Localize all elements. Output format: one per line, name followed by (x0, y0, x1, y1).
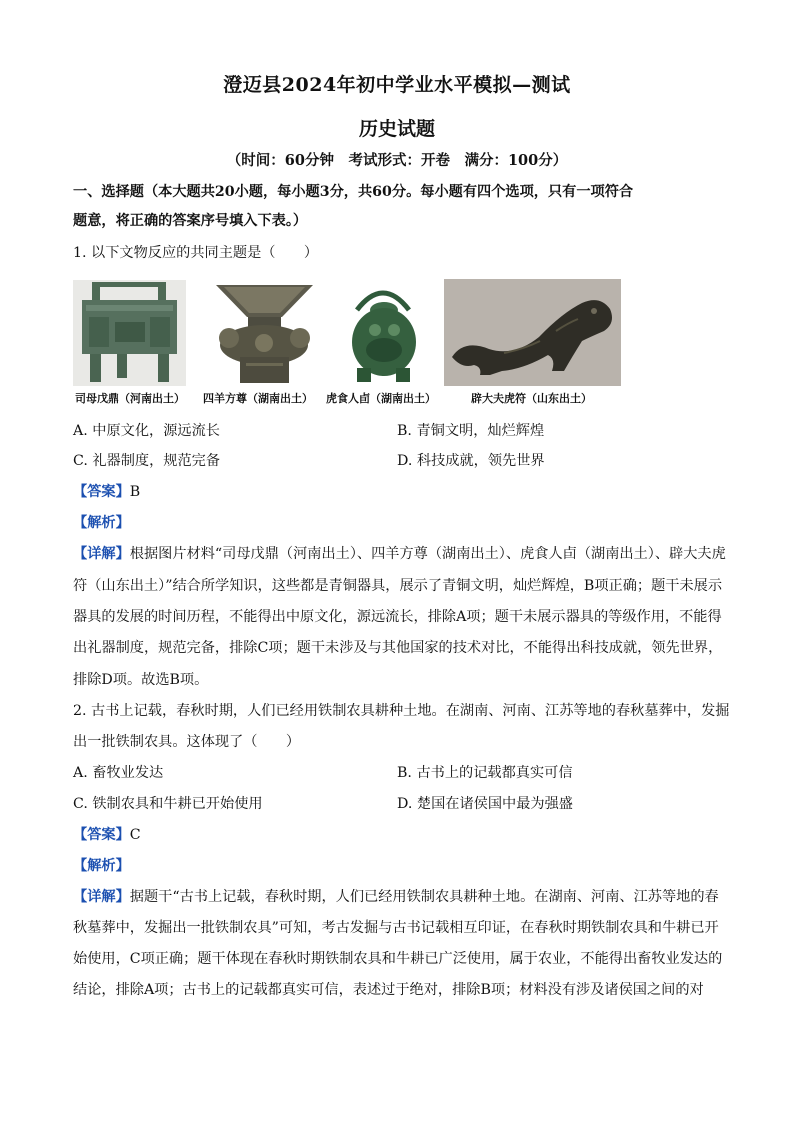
q1-detail-text: 根据图片材料“司母戊鼎（河南出土）、四羊方尊（湖南出土）、虎食人卣（湖南出土）、辟大夫虎 (129, 546, 726, 562)
you-vessel-icon (337, 280, 430, 386)
exam-title: 澄迈县2024年初中学业水平模拟—测试 (223, 74, 571, 96)
q1-option-d: D. 科技成就，领先世界 (397, 453, 545, 469)
q2-option-b: B. 古书上的记载都真实可信 (397, 765, 573, 781)
ding-icon (73, 280, 186, 386)
q2-detail-line-4: 结论，排除A项；古书上的记载都真实可信，表述过于绝对，排除B项；材料没有涉及诸侯国之间的对 (73, 982, 704, 998)
caption-ding: 司母戊鼎（河南出土） (75, 392, 185, 405)
q2-stem-line-1: 2. 古书上记载，春秋时期，人们已经用铁制农具耕种土地。在湖南、河南、江苏等地的春秋墓葬中，发掘 (73, 703, 730, 719)
q2-option-c: C. 铁制农具和牛耕已开始使用 (73, 796, 263, 812)
section-heading-line1: 一、选择题（本大题共20小题，每小题3分，共60分。每小题有四个选项，只有一项符合 (73, 184, 634, 200)
artifact-ding-image (73, 280, 186, 386)
q1-detail-line-5: 排除D项。故选B项。 (73, 672, 209, 688)
q1-detail-line-2: 符（山东出土）”结合所学知识，这些都是青铜器具，展示了青铜文明，灿烂辉煌，B项正确；题干未展示 (73, 578, 723, 594)
tiger-tally-icon (444, 279, 621, 386)
q1-option-a: A. 中原文化，源远流长 (73, 423, 220, 439)
artifact-you-image (337, 280, 430, 386)
q2-answer-line (73, 825, 723, 845)
q2-option-d: D. 楚国在诸侯国中最为强盛 (397, 796, 573, 812)
q2-detail-text: 据题干“古书上记载，春秋时期，人们已经用铁制农具耕种土地。在湖南、河南、江苏等地的春 (129, 889, 719, 905)
artifact-zun-image (212, 283, 317, 386)
q1-answer-label: 【答案】 (73, 484, 130, 500)
zun-icon (212, 283, 317, 386)
q1-option-c: C. 礼器制度，规范完备 (73, 453, 221, 469)
q1-detail-line-1 (73, 544, 726, 564)
q1-detail-label: 【详解】 (73, 546, 130, 562)
q1-answer-line (73, 482, 723, 502)
q2-analysis-line (73, 856, 723, 876)
q2-detail-line-2: 秋墓葬中，发掘出一批铁制农具”可知，考古发掘与古书记载相互印证，在春秋时期铁制农具和牛耕已开 (73, 920, 719, 936)
q2-analysis-label: 【解析】 (73, 858, 130, 874)
q2-answer: C (129, 827, 141, 843)
exam-subject: 历史试题 (358, 118, 435, 140)
q1-analysis-line (73, 513, 723, 533)
caption-you: 虎食人卣（湖南出土） (326, 392, 436, 405)
exam-info: （时间：60分钟 考试形式：开卷 满分：100分） (226, 152, 568, 169)
artifact-hufu-image (444, 279, 621, 386)
caption-hufu: 辟大夫虎符（山东出土） (471, 392, 592, 405)
section-heading-line2: 题意，将正确的答案序号填入下表。） (73, 213, 308, 229)
q1-stem: 1. 以下文物反应的共同主题是（ ） (73, 245, 319, 261)
q2-detail-line-1 (73, 887, 723, 907)
q1-detail-line-3: 器具的发展的时间历程，不能得出中原文化，源远流长，排除A项；题干未展示器具的等级作用，不能得 (73, 609, 722, 625)
q2-option-a: A. 畜牧业发达 (73, 765, 164, 781)
q1-analysis-label: 【解析】 (73, 515, 130, 531)
q2-detail-label: 【详解】 (73, 889, 130, 905)
q2-detail-line-3: 始使用，C项正确；题干体现在春秋时期铁制农具和牛耕已广泛使用，属于农业，不能得出畜牧业发达的 (73, 951, 723, 967)
q2-stem-line-2: 出一批铁制农具。这体现了（ ） (73, 734, 301, 750)
q2-answer-label: 【答案】 (73, 827, 130, 843)
q1-answer: B (129, 484, 141, 500)
caption-zun: 四羊方尊（湖南出土） (203, 392, 313, 405)
q1-option-b: B. 青铜文明，灿烂辉煌 (397, 423, 545, 439)
q1-detail-line-4: 出礼器制度，规范完备，排除C项；题干未涉及与其他国家的技术对比，不能得出科技成就，领先世界， (73, 640, 723, 656)
